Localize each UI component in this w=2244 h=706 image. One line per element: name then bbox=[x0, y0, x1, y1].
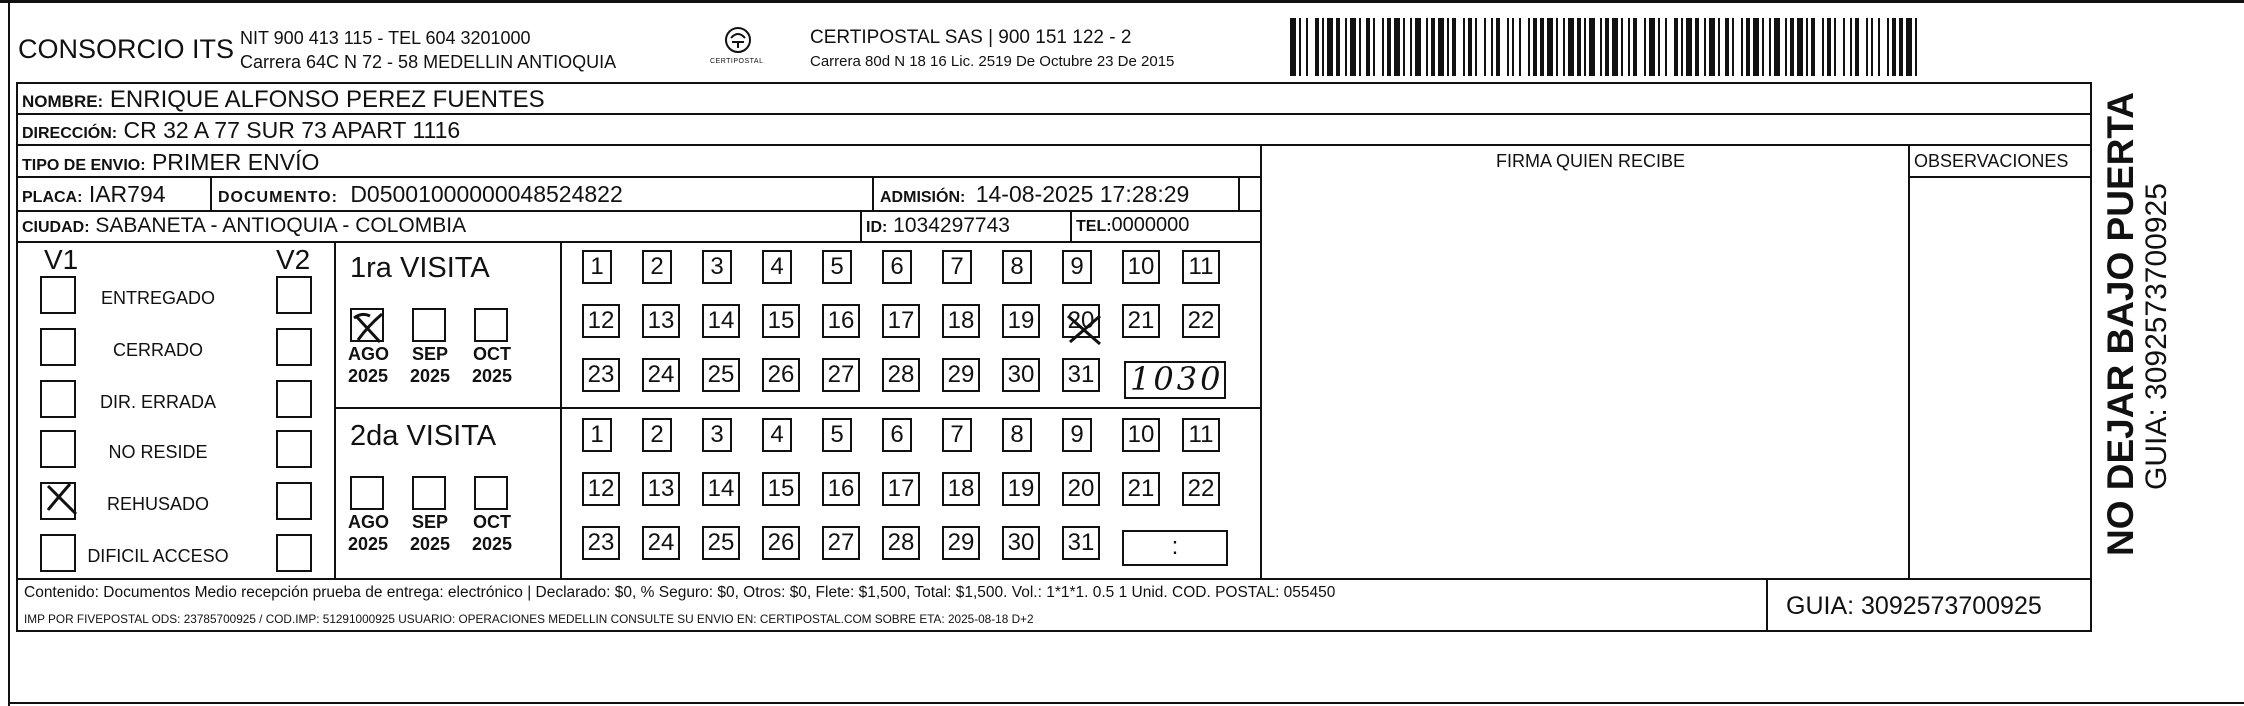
barcode-bar bbox=[1725, 18, 1729, 76]
second-visit-day-box[interactable]: 25 bbox=[702, 526, 740, 560]
first-visit-day-box[interactable]: 29 bbox=[942, 358, 980, 392]
barcode-bar bbox=[1612, 18, 1618, 76]
barcode-bar bbox=[1822, 18, 1824, 76]
barcode-bar bbox=[1547, 18, 1553, 76]
id-label: ID: bbox=[866, 219, 888, 236]
first-visit-day-box[interactable]: 16 bbox=[822, 304, 860, 338]
second-visit-day-box[interactable]: 12 bbox=[582, 472, 620, 506]
tel-value: 0000000 bbox=[1111, 214, 1190, 236]
barcode-bar bbox=[1438, 18, 1444, 76]
month-year: 2025 bbox=[410, 534, 451, 554]
nombre-row bbox=[22, 86, 545, 114]
v2-checkbox[interactable] bbox=[276, 276, 312, 314]
barcode-bar bbox=[1415, 18, 1421, 76]
month-year: 2025 bbox=[472, 366, 513, 386]
barcode-bar bbox=[1556, 18, 1558, 76]
month-name: SEP bbox=[411, 344, 449, 364]
second-visit-day-box[interactable]: 16 bbox=[822, 472, 860, 506]
barcode-bar bbox=[1507, 18, 1509, 76]
second-visit-day-box[interactable]: 13 bbox=[642, 472, 680, 506]
barcode-bar bbox=[1410, 18, 1412, 76]
barcode-bar bbox=[1878, 18, 1880, 76]
first-visit-day-box[interactable]: 13 bbox=[642, 304, 680, 338]
second-visit-day-box[interactable]: 9 bbox=[1062, 418, 1092, 452]
barcode-bar bbox=[1366, 18, 1370, 76]
barcode-bar bbox=[1290, 18, 1296, 76]
first-visit-day-box[interactable]: 26 bbox=[762, 358, 800, 392]
second-visit-day-box[interactable]: 17 bbox=[882, 472, 920, 506]
second-visit-month-0-box[interactable] bbox=[350, 476, 384, 510]
id-value: 1034297743 bbox=[893, 214, 1010, 237]
first-visit-day-box[interactable]: 14 bbox=[702, 304, 740, 338]
barcode-bar bbox=[1621, 18, 1623, 76]
barcode-bar bbox=[1658, 18, 1660, 76]
barcode-bar bbox=[1447, 18, 1449, 76]
status-label: ENTREGADO bbox=[100, 288, 215, 308]
first-visit-day-box[interactable]: 3 bbox=[702, 250, 732, 284]
second-visit-day-box[interactable]: 15 bbox=[762, 472, 800, 506]
month-name: OCT bbox=[473, 512, 511, 532]
barcode-bar bbox=[1394, 18, 1400, 76]
month-year: 2025 bbox=[348, 534, 389, 554]
second-visit-day-box[interactable]: 22 bbox=[1182, 472, 1220, 506]
barcode-bar bbox=[1633, 18, 1637, 76]
first-visit-day-box[interactable]: 5 bbox=[822, 250, 852, 284]
barcode-bar bbox=[1345, 18, 1347, 76]
first-visit-day-box[interactable]: 4 bbox=[762, 250, 792, 284]
second-visit-day-box[interactable]: 10 bbox=[1122, 418, 1160, 452]
ago-check-mark bbox=[350, 308, 390, 348]
second-visit-month-1-box[interactable] bbox=[412, 476, 446, 510]
company-name: CONSORCIO ITS bbox=[18, 34, 235, 64]
barcode-bar bbox=[1315, 18, 1319, 76]
barcode-bar bbox=[1322, 18, 1324, 76]
barcode-bar bbox=[1468, 18, 1472, 76]
second-visit-day-box[interactable]: 7 bbox=[942, 418, 972, 452]
second-visit-day-box[interactable]: 24 bbox=[642, 526, 680, 560]
barcode-bar bbox=[1327, 18, 1333, 76]
form-box bbox=[16, 82, 2092, 632]
documento-value: D05001000000048524822 bbox=[350, 181, 623, 207]
first-visit-day-box[interactable]: 28 bbox=[882, 358, 920, 392]
barcode-bar bbox=[1373, 18, 1375, 76]
first-visit-day-box[interactable]: 2 bbox=[642, 250, 672, 284]
placa-row bbox=[22, 181, 166, 208]
certipostal-nit: CERTIPOSTAL SAS | 900 151 122 - 2 bbox=[810, 27, 1132, 48]
barcode-bar bbox=[1475, 18, 1477, 76]
barcode-bar bbox=[1746, 18, 1750, 76]
barcode-bar bbox=[1915, 18, 1917, 76]
barcode-bar bbox=[1790, 18, 1794, 76]
tel-label: TEL: bbox=[1076, 218, 1112, 235]
firma-header: FIRMA QUIEN RECIBE bbox=[1496, 151, 1686, 171]
barcode-bar bbox=[1403, 18, 1405, 76]
barcode-bar bbox=[1785, 18, 1787, 76]
barcode-bar bbox=[1834, 18, 1836, 76]
ciudad-value: SABANETA - ANTIOQUIA - COLOMBIA bbox=[95, 214, 467, 237]
second-visit-day-box[interactable]: 20 bbox=[1062, 472, 1100, 506]
barcode-bar bbox=[1762, 18, 1764, 76]
barcode-bar bbox=[1577, 18, 1581, 76]
barcode-bar bbox=[1605, 18, 1609, 76]
first-visit-day-box[interactable]: 25 bbox=[702, 358, 740, 392]
status-label: DIR. ERRADA bbox=[99, 392, 216, 412]
barcode-bar bbox=[1681, 18, 1683, 76]
barcode-bar bbox=[1350, 18, 1356, 76]
placa-label: PLACA: bbox=[22, 189, 83, 206]
barcode-bar bbox=[1584, 18, 1586, 76]
bottom-edge bbox=[8, 702, 2244, 704]
documento-row bbox=[218, 181, 623, 208]
second-visit-day-box[interactable]: 27 bbox=[822, 526, 860, 560]
barcode bbox=[1290, 18, 1930, 76]
month-year: 2025 bbox=[472, 534, 513, 554]
second-visit-day-box[interactable]: 2 bbox=[642, 418, 672, 452]
month-name: OCT bbox=[473, 344, 511, 364]
rehusado-check-mark bbox=[42, 480, 82, 520]
first-visit-month-2-box[interactable] bbox=[474, 308, 508, 342]
month-name: AGO bbox=[348, 344, 390, 364]
company-nit: NIT 900 413 115 - TEL 604 3201000 bbox=[240, 28, 531, 48]
barcode-bar bbox=[1600, 18, 1602, 76]
barcode-bar bbox=[1484, 18, 1486, 76]
first-visit-day-box[interactable]: 11 bbox=[1182, 250, 1220, 284]
first-visit-month-1-box[interactable] bbox=[412, 308, 446, 342]
barcode-bar bbox=[1452, 18, 1456, 76]
footer-guia: GUIA: 3092573700925 bbox=[1786, 592, 2042, 620]
barcode-bar bbox=[1496, 18, 1500, 76]
second-visit-day-box[interactable]: 23 bbox=[582, 526, 620, 560]
barcode-bar bbox=[1528, 18, 1530, 76]
barcode-bar bbox=[1628, 18, 1630, 76]
barcode-bar bbox=[1686, 18, 1692, 76]
v2-checkbox[interactable] bbox=[276, 380, 312, 418]
barcode-bar bbox=[1753, 18, 1759, 76]
barcode-bar bbox=[1850, 18, 1852, 76]
v2-checkbox[interactable] bbox=[276, 534, 312, 572]
second-visit-day-box[interactable]: 28 bbox=[882, 526, 920, 560]
first-time-handwritten: 1030 bbox=[1130, 360, 1224, 398]
second-time-box[interactable]: : bbox=[1122, 530, 1228, 566]
first-visit-day-box[interactable]: 1 bbox=[582, 250, 612, 284]
barcode-bar bbox=[1906, 18, 1912, 76]
barcode-bar bbox=[1732, 18, 1734, 76]
status-label: NO RESIDE bbox=[108, 442, 208, 462]
barcode-bar bbox=[1769, 18, 1771, 76]
direccion-value: CR 32 A 77 SUR 73 APART 1116 bbox=[123, 117, 461, 143]
barcode-bar bbox=[1806, 18, 1808, 76]
barcode-bar bbox=[1774, 18, 1780, 76]
barcode-bar bbox=[1426, 18, 1428, 76]
documento-label: DOCUMENTO: bbox=[218, 189, 338, 206]
barcode-bar bbox=[1568, 18, 1574, 76]
second-visit-day-box[interactable]: 11 bbox=[1182, 418, 1220, 452]
second-visit-day-box[interactable]: 18 bbox=[942, 472, 980, 506]
placa-value: IAR794 bbox=[88, 181, 166, 207]
barcode-bar bbox=[1431, 18, 1435, 76]
direccion-label: DIRECCIÓN: bbox=[22, 125, 118, 142]
first-visit-day-box[interactable]: 8 bbox=[1002, 250, 1032, 284]
first-visit-day-box[interactable]: 10 bbox=[1122, 250, 1160, 284]
barcode-bar bbox=[1843, 18, 1845, 76]
barcode-bar bbox=[1674, 18, 1678, 76]
first-visit-day-box[interactable]: 6 bbox=[882, 250, 912, 284]
status-label: CERRADO bbox=[112, 340, 203, 360]
second-visit-day-box[interactable]: 29 bbox=[942, 526, 980, 560]
first-visit-title: 1ra VISITA bbox=[350, 252, 490, 284]
second-visit-month-2-box[interactable] bbox=[474, 476, 508, 510]
nombre-value: ENRIQUE ALFONSO PEREZ FUENTES bbox=[109, 86, 545, 113]
second-visit-title: 2da VISITA bbox=[350, 420, 497, 452]
barcode-bar bbox=[1387, 18, 1391, 76]
first-visit-day-box[interactable]: 31 bbox=[1062, 358, 1100, 392]
first-visit-day-box[interactable]: 21 bbox=[1122, 304, 1160, 338]
first-visit-day-box[interactable]: 18 bbox=[942, 304, 980, 338]
barcode-bar bbox=[1563, 18, 1565, 76]
v2-checkbox[interactable] bbox=[276, 328, 312, 366]
barcode-bar bbox=[1306, 18, 1308, 76]
first-visit-day-box[interactable]: 23 bbox=[582, 358, 620, 392]
second-visit-day-box[interactable]: 5 bbox=[822, 418, 852, 452]
status-label: DIFICIL ACCESO bbox=[87, 546, 229, 566]
month-year: 2025 bbox=[410, 366, 451, 386]
admision-row bbox=[880, 181, 1189, 208]
ciudad-row bbox=[22, 214, 466, 238]
first-visit-day-box[interactable]: 9 bbox=[1062, 250, 1092, 284]
day-20-mark bbox=[1064, 310, 1106, 350]
status-label: REHUSADO bbox=[106, 494, 209, 514]
first-visit-day-box[interactable]: 19 bbox=[1002, 304, 1040, 338]
v2-checkbox[interactable] bbox=[276, 430, 312, 468]
second-visit-day-box[interactable]: 1 bbox=[582, 418, 612, 452]
barcode-bar bbox=[1665, 18, 1667, 76]
barcode-bar bbox=[1741, 18, 1743, 76]
v2-checkbox[interactable] bbox=[276, 482, 312, 520]
barcode-bar bbox=[1811, 18, 1815, 76]
first-visit-day-box[interactable]: 17 bbox=[882, 304, 920, 338]
first-visit-day-box[interactable]: 22 bbox=[1182, 304, 1220, 338]
barcode-bar bbox=[1336, 18, 1340, 76]
barcode-bar bbox=[1899, 18, 1903, 76]
barcode-bar bbox=[1512, 18, 1514, 76]
id-row bbox=[866, 214, 1010, 238]
certipostal-logo: CERTIPOSTAL bbox=[708, 24, 768, 70]
first-visit-day-box[interactable]: 20 bbox=[1062, 304, 1100, 338]
barcode-bar bbox=[1892, 18, 1896, 76]
side-warning: NO DEJAR BAJO PUERTA bbox=[2100, 92, 2141, 556]
first-visit-day-box[interactable]: 12 bbox=[582, 304, 620, 338]
barcode-bar bbox=[1855, 18, 1859, 76]
barcode-bar bbox=[1519, 18, 1521, 76]
barcode-bar bbox=[1299, 18, 1301, 76]
first-visit-day-box[interactable]: 27 bbox=[822, 358, 860, 392]
barcode-bar bbox=[1827, 18, 1831, 76]
second-visit-day-box[interactable]: 6 bbox=[882, 418, 912, 452]
side-guia: GUIA: 3092573700925 bbox=[2140, 183, 2173, 490]
tipo-row bbox=[22, 149, 319, 176]
barcode-bar bbox=[1887, 18, 1889, 76]
barcode-bar bbox=[1644, 18, 1646, 76]
barcode-bar bbox=[1704, 18, 1706, 76]
barcode-bar bbox=[1533, 18, 1537, 76]
barcode-bar bbox=[1718, 18, 1720, 76]
first-visit-day-box[interactable]: 15 bbox=[762, 304, 800, 338]
ciudad-label: CIUDAD: bbox=[22, 219, 90, 236]
month-name: SEP bbox=[411, 512, 449, 532]
admision-value: 14-08-2025 17:28:29 bbox=[975, 181, 1190, 207]
month-name: AGO bbox=[348, 512, 390, 532]
observaciones-header: OBSERVACIONES bbox=[1914, 151, 2069, 171]
second-visit-day-box[interactable]: 31 bbox=[1062, 526, 1100, 560]
barcode-bar bbox=[1797, 18, 1803, 76]
barcode-bar bbox=[1866, 18, 1868, 76]
nombre-label: NOMBRE: bbox=[22, 92, 104, 111]
second-visit-day-box[interactable]: 21 bbox=[1122, 472, 1160, 506]
barcode-bar bbox=[1709, 18, 1715, 76]
barcode-bar bbox=[1463, 18, 1465, 76]
v1-header: V1 bbox=[44, 244, 79, 275]
certipostal-address: Carrera 80d N 18 16 Lic. 2519 De Octubre 23 De 2015 bbox=[810, 53, 1175, 70]
tipo-label: TIPO DE ENVIO: bbox=[22, 157, 146, 174]
tel-row bbox=[1076, 214, 1189, 237]
second-visit-day-box[interactable]: 26 bbox=[762, 526, 800, 560]
barcode-bar bbox=[1871, 18, 1873, 76]
barcode-bar bbox=[1695, 18, 1699, 76]
barcode-bar bbox=[1540, 18, 1544, 76]
second-visit-day-box[interactable]: 4 bbox=[762, 418, 792, 452]
second-visit-day-box[interactable]: 19 bbox=[1002, 472, 1040, 506]
top-edge bbox=[0, 0, 2244, 3]
tipo-value: PRIMER ENVÍO bbox=[151, 149, 320, 175]
barcode-bar bbox=[1649, 18, 1655, 76]
barcode-bar bbox=[1589, 18, 1595, 76]
barcode-bar bbox=[1491, 18, 1493, 76]
first-visit-day-box[interactable]: 7 bbox=[942, 250, 972, 284]
first-visit-day-box[interactable]: 24 bbox=[642, 358, 680, 392]
second-visit-day-box[interactable]: 3 bbox=[702, 418, 732, 452]
month-year: 2025 bbox=[348, 366, 389, 386]
first-visit-day-box[interactable]: 30 bbox=[1002, 358, 1040, 392]
footer-content-line: Contenido: Documentos Medio recepción prueba de entrega: electrónico | Declarado: $0, % Seguro: $0, Otros: $0, Flete: $1,500, Total: $1,500. Vol.: 1*1*1. 0.5 1 Unid. COD. POSTAL: 055450 bbox=[24, 584, 1336, 601]
direccion-row bbox=[22, 117, 460, 144]
admision-label: ADMISIÓN: bbox=[880, 189, 966, 206]
barcode-bar bbox=[1382, 18, 1384, 76]
v2-header: V2 bbox=[276, 244, 311, 275]
company-address: Carrera 64C N 72 - 58 MEDELLIN ANTIOQUIA bbox=[240, 52, 617, 72]
barcode-bar bbox=[1359, 18, 1361, 76]
footer-imp-line: IMP POR FIVEPOSTAL ODS: 23785700925 / COD.IMP: 51291000925 USUARIO: OPERACIONES MEDELLIN CONSULTE SU ENVIO EN: CERTIPOSTAL.COM SOBRE ETA: 2025-08-18 D+2 bbox=[24, 612, 1034, 626]
second-visit-day-box[interactable]: 14 bbox=[702, 472, 740, 506]
second-visit-day-box[interactable]: 30 bbox=[1002, 526, 1040, 560]
second-visit-day-box[interactable]: 8 bbox=[1002, 418, 1032, 452]
